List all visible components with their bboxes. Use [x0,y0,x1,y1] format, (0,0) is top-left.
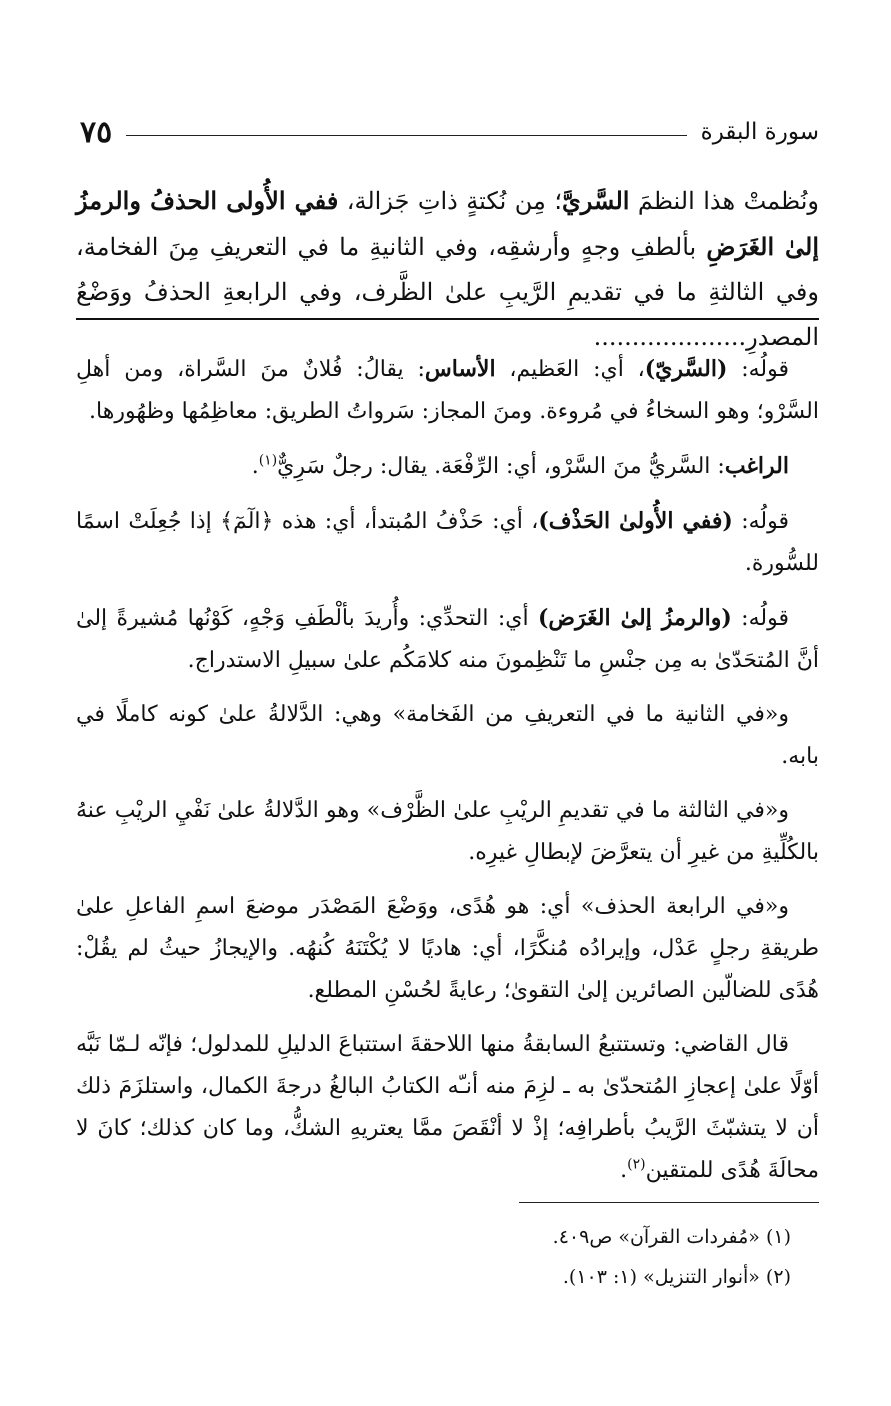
footnote-rule [519,1202,819,1203]
commentary-paragraph: و«في الرابعة الحذف» أي: هو هُدًى، ووَضْعَ المَصْدَر موضعَ اسمِ الفاعلِ علىٰ طريقةِ رجلٍ عَدْل، وإيرادُه مُنكَّرًا، أي: هاديًا لا يُكْتَنَهُ كُنهُه. والإيجازُ حيثُ لم يقُلْ: هُدًى للضالّين الصائرين إلىٰ التقوىٰ؛ رعايةً لحُسْنِ المطلع. [76,894,819,1003]
main-text-run: ونُظمتْ هذا النظمَ [629,187,819,215]
footnote-1: (١) «مُفردات القرآن» ص٤٠٩. [552,1226,791,1248]
commentary-run: قولُه: [731,606,789,631]
commentary-paragraph [76,500,819,585]
commentary-run: قولُه: [727,357,789,382]
header-rule [126,135,686,136]
commentary-bold: الراغب [724,453,789,479]
main-text-run: بألطفِ وجهٍ وأرشقِه، وفي الثانيةِ ما في التعريفِ مِنَ الفخامة، وفي الثالثةِ ما في تقديمِ الرَّيبِ علىٰ الظَّرف، وفي الرابعةِ الحذفُ ووَضْعُ المصدرِ.................... [76,233,819,351]
quran-quote: ﴿الٓمٓ﴾ [220,509,274,534]
commentary-run: إذا جُعِلَتْ اسمًا للسُّورة. [76,509,819,576]
surah-title: سورة البقرة [700,119,819,145]
commentary-run: : يقالُ: فُلانٌ منَ السَّراة، ومن أهلِ السَّرْو؛ وهو السخاءُ في مُروءة. ومنَ المجاز: سَرواتُ الطريق: معاظِمُها وظهُورها. [76,357,819,424]
commentary-run: . [620,1158,628,1183]
footnote-2: (٢) «أنوار التنزيل» (١: ١٠٣). [562,1266,791,1288]
main-text-bold: ففي الأُولى الحذفُ والرمزُ إلىٰ الغَرَضِ [76,186,820,261]
commentary-paragraph: و«في الثالثة ما في تقديمِ الريْبِ علىٰ الظَّرْف» وهو الدَّلالةُ علىٰ نَفْيِ الريْبِ عنهُ بالكُلِّيةِ من غيرِ أن يتعرَّضَ لإبطالِ غيرِه. [76,798,819,865]
commentary-run: قال القاضي: وتستتبعُ السابقةُ منها اللاحقةَ استتباعَ الدليلِ للمدلول؛ فإنّه لـمّا نَبَّه أوّلًا علىٰ إعجازِ المُتحدّىٰ به ـ لزِمَ منه أنـّه الكتابُ البالغُ درجةَ الكمال، واستلزَمَ ذلك أن لا يتشبّثَ الرَّيبُ بأطرافِه؛ إذْ لا أنْقَصَ ممَّا يعتريهِ الشكُّ، وما كان كذلك؛ كانَ لا محالَةَ هُدًى للمتقين [76,1032,819,1183]
commentary-run: ، أي: حَذْفُ المُبتدأ، أي: هذه [273,509,539,534]
commentary-bold: (ففي الأُولىٰ الحَذْف) [538,508,733,534]
commentary-run: أي: التحدِّي: وأُريدَ بألْطَفِ وَجْهٍ، كَوْنُها مُشيرةً إلىٰ أنَّ المُتحَدّىٰ به مِن جنْسِ ما تَنْظِمونَ منه كلامَكُم علىٰ سبيلِ الاستدراج. [76,606,819,673]
commentary-paragraph [76,348,819,433]
page-header [80,112,819,152]
commentary-paragraph: و«في الثانية ما في التعريفِ من الفَخامة» وهي: الدَّلالةُ علىٰ كونه كاملًا في بابه. [76,702,819,769]
commentary-bold: (والرمزُ إلىٰ الغَرَض) [538,605,732,631]
commentary-run: : السَّريُّ منَ السَّرْو، أي: الرِّفْعَة. يقال: رجلٌ سَرِيٌّ [277,454,725,479]
main-text-bold: السَّريَّ [562,186,630,215]
commentary-run: . [251,454,259,479]
main-text-run: ؛ مِن نُكتةٍ ذاتِ جَزالة، [338,187,562,215]
commentary-run: ، أي: العَظيم، [495,357,645,382]
footnote-marker: (١) [258,452,278,469]
page-number: ٧٥ [80,114,113,150]
commentary-bold: الأساس [424,356,496,382]
footnote-marker: (٢) [627,1156,646,1173]
commentary-paragraph [76,1024,819,1192]
footnotes [76,1218,791,1298]
commentary [76,348,819,1204]
commentary-run: قولُه: [732,509,789,534]
main-paragraph [76,178,819,360]
main-divider [76,318,819,320]
commentary-bold: (السَّريّ) [644,356,728,382]
commentary-paragraph [76,597,819,682]
main-text [76,178,819,360]
commentary-paragraph [76,445,819,488]
